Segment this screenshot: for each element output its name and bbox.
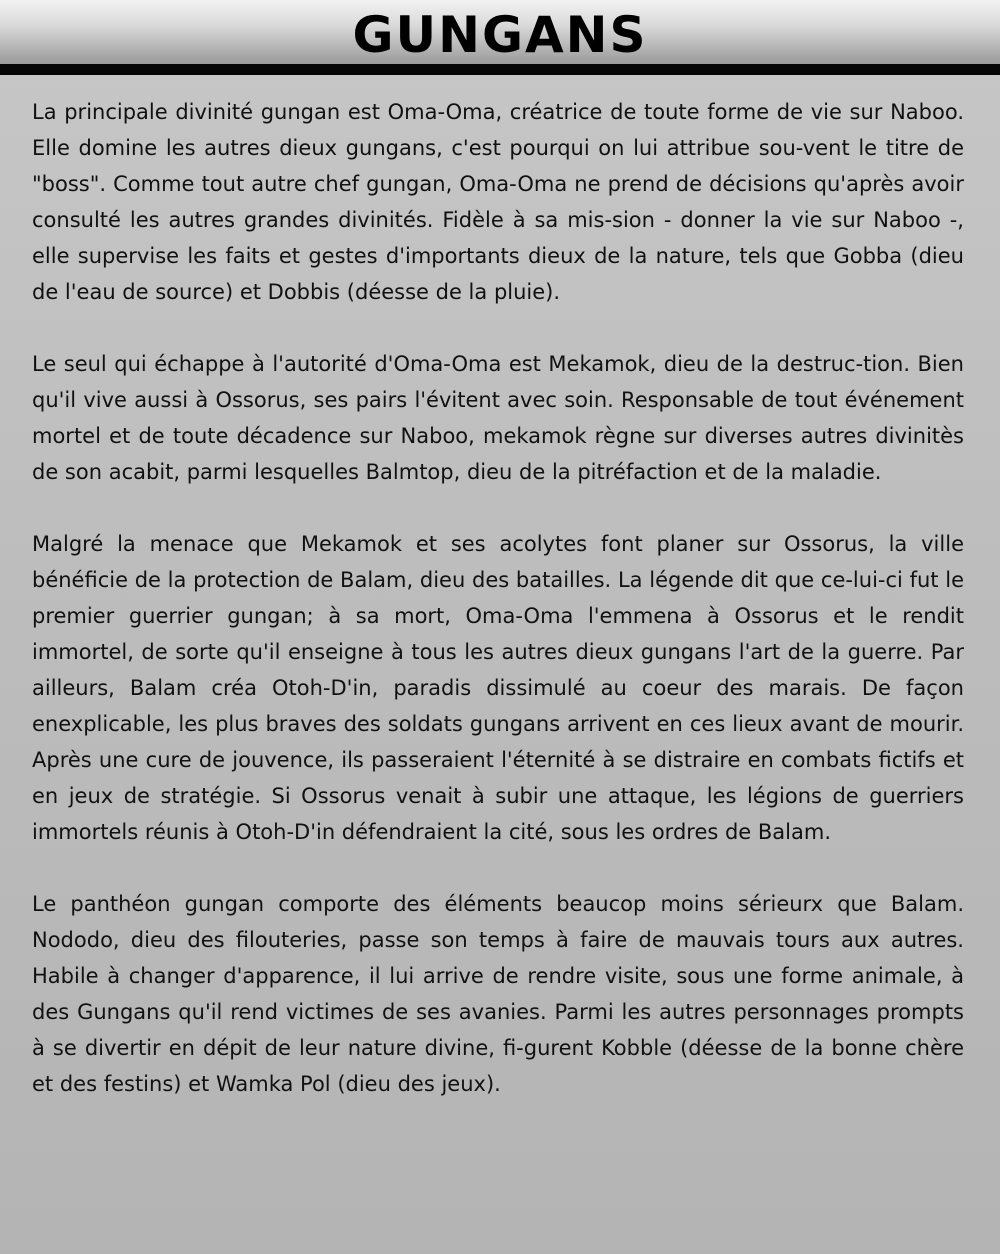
article-body [32,94,964,1102]
title-divider [0,64,1000,75]
paragraph-oma-oma: La principale divinité gungan est Oma-Oma, créatrice de toute forme de vie sur Naboo. Elle domine les autres dieux gungans, c'est pourqui on lui attribue sou-vent le titre de "boss". Comme tout autre chef gungan, Oma-Oma ne prend de décisions qu'après avoir consulté les autres grandes divinités. Fidèle à sa mis-sion - donner la vie sur Naboo -, elle supervise les faits et gestes d'importants dieux de la nature, tels que Gobba (dieu de l'eau de source) et Dobbis (déesse de la pluie). [32,100,964,304]
paragraph-balam: Malgré la menace que Mekamok et ses acolytes font planer sur Ossorus, la ville bénéficie de la protection de Balam, dieu des batailles. La légende dit que ce-lui-ci fut le premier guerrier gungan; à sa mort, Oma-Oma l'emmena à Ossorus et le rendit immortel, de sorte qu'il enseigne à tous les autres dieux gungans l'art de la guerre. Par ailleurs, Balam créa Otoh-D'in, paradis dissimulé au coeur des marais. De façon enexplicable, les plus braves des soldats gungans arrivent en ces lieux avant de mourir. Après une cure de jouvence, ils passeraient l'éternité à se distraire en combats fictifs et en jeux de stratégie. Si Ossorus venait à subir une attaque, les légions de guerriers immortels réunis à Otoh-D'in défendraient la cité, sous les ordres de Balam. [32,532,964,844]
paragraph-mekamok: Le seul qui échappe à l'autorité d'Oma-Oma est Mekamok, dieu de la destruc-tion. Bien qu'il vive aussi à Ossorus, ses pairs l'évitent avec soin. Responsable de tout événement mortel et de toute décadence sur Naboo, mekamok règne sur diverses autres divinitès de son acabit, parmi lesquelles Balmtop, dieu de la pitréfaction et de la maladie. [32,352,964,484]
paragraph-nododo: Le panthéon gungan comporte des éléments beaucop moins sérieurx que Balam. Nododo, dieu des filouteries, passe son temps à faire de mauvais tours aux autres. Habile à changer d'apparence, il lui arrive de rendre visite, sous une forme animale, à des Gungans qu'il rend victimes de ses avanies. Parmi les autres personnages prompts à se divertir en dépit de leur nature divine, fi-gurent Kobble (déesse de la bonne chère et des festins) et Wamka Pol (dieu des jeux). [32,892,964,1096]
page-title: GUNGANS [352,6,648,64]
title-banner [0,0,1000,64]
